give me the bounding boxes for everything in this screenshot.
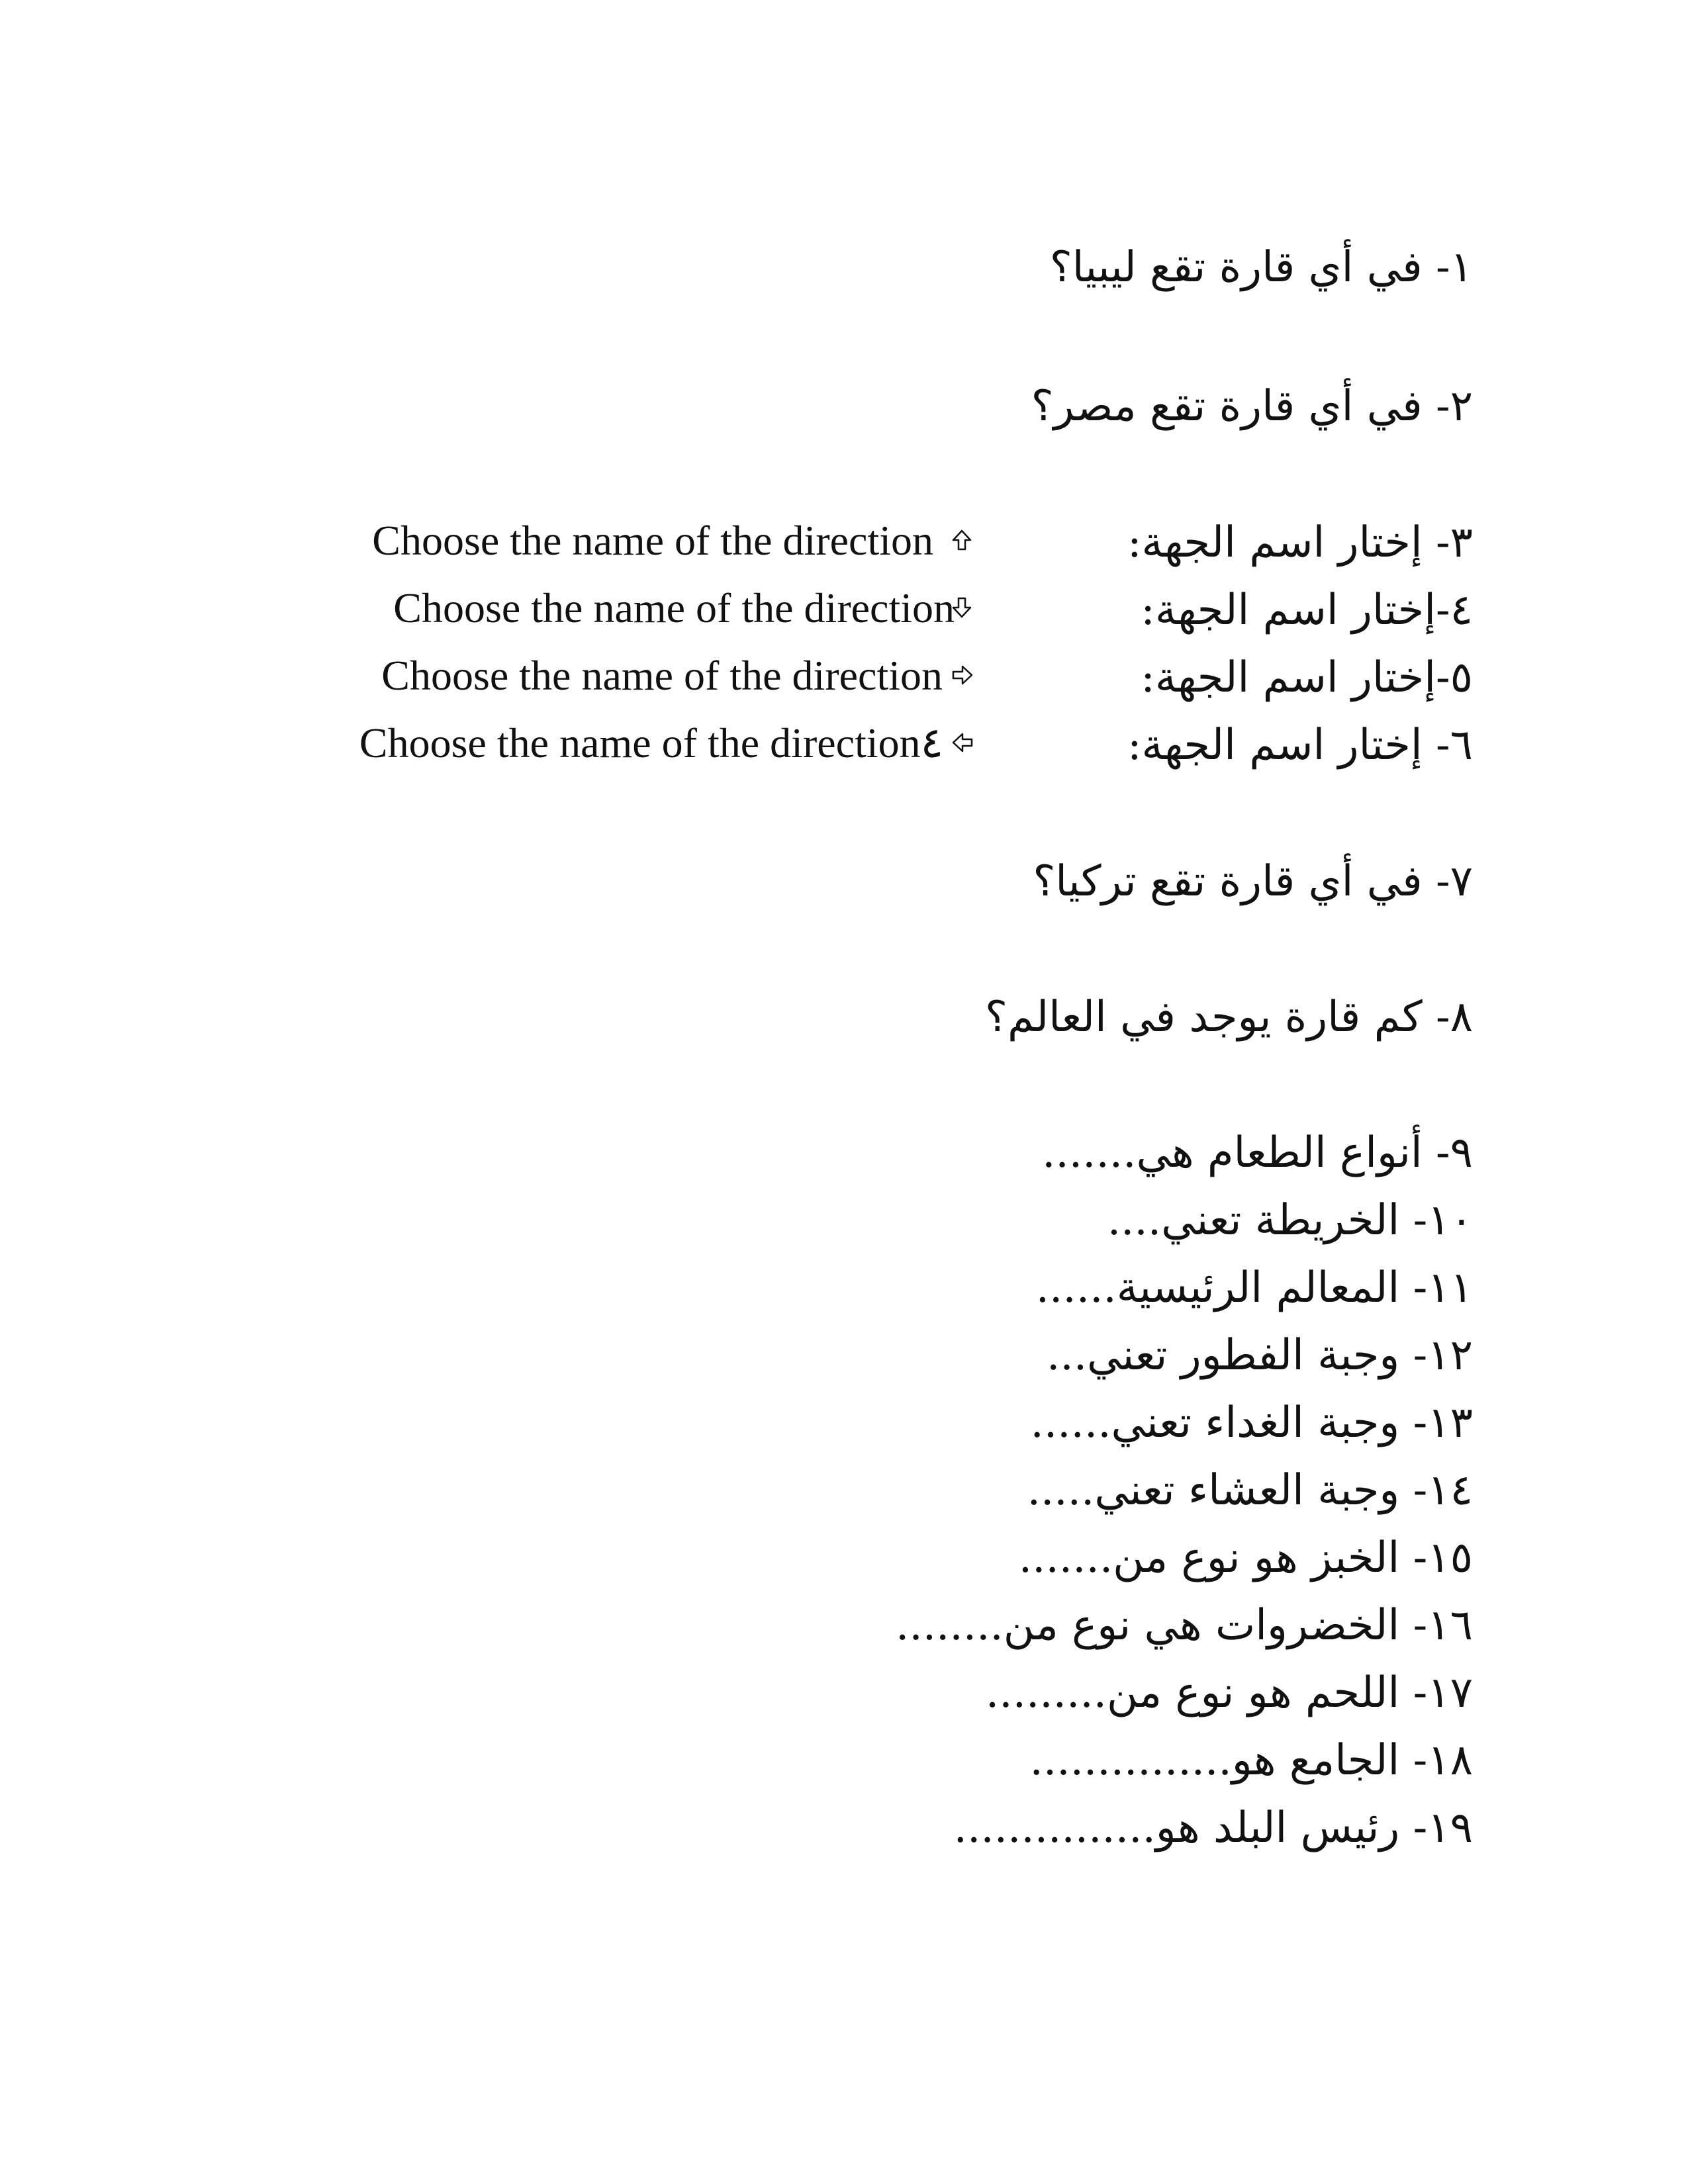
question-17: ١٧- اللحم هو نوع من......... [985,1668,1473,1717]
question-5: ٥-إختار اسم الجهة: [1141,653,1473,702]
english-prompt-3: Choose the name of the direction [372,517,933,564]
question-11: ١١- المعالم الرئيسية...... [1035,1263,1473,1312]
question-19: ١٩- رئيس البلد هو............... [953,1803,1473,1852]
down-arrow-icon [952,597,972,618]
question-10: ١٠- الخريطة تعني.... [1107,1196,1473,1245]
english-prompt-6: Choose the name of the direction٤ [359,719,943,766]
left-arrow-icon [952,733,973,752]
question-9: ٩- أنواع الطعام هي....... [1042,1128,1473,1177]
english-prompt-4: Choose the name of the direction [393,584,955,631]
question-1: ١- في أي قارة تقع ليبيا؟ [1049,243,1473,292]
question-7: ٧- في أي قارة تقع تركيا؟ [1033,857,1473,906]
question-8: ٨- كم قارة يوجد في العالم؟ [985,993,1473,1042]
right-arrow-icon [952,665,973,685]
question-14: ١٤- وجبة العشاء تعني..... [1027,1466,1473,1515]
question-4: ٤-إختار اسم الجهة: [1141,586,1473,635]
question-18: ١٨- الجامع هو............... [1029,1736,1473,1785]
question-6: ٦- إختار اسم الجهة: [1127,721,1473,770]
question-3: ٣- إختار اسم الجهة: [1127,518,1473,567]
question-12: ١٢- وجبة الفطور تعني... [1047,1331,1473,1380]
english-prompt-5: Choose the name of the direction [381,652,943,699]
question-2: ٢- في أي قارة تقع مصر؟ [1031,382,1473,431]
question-16: ١٦- الخضروات هي نوع من........ [896,1601,1473,1650]
question-13: ١٣- وجبة الغداء تعني...... [1030,1398,1473,1447]
up-arrow-icon [952,529,972,551]
question-15: ١٥- الخبز هو نوع من....... [1018,1533,1473,1582]
